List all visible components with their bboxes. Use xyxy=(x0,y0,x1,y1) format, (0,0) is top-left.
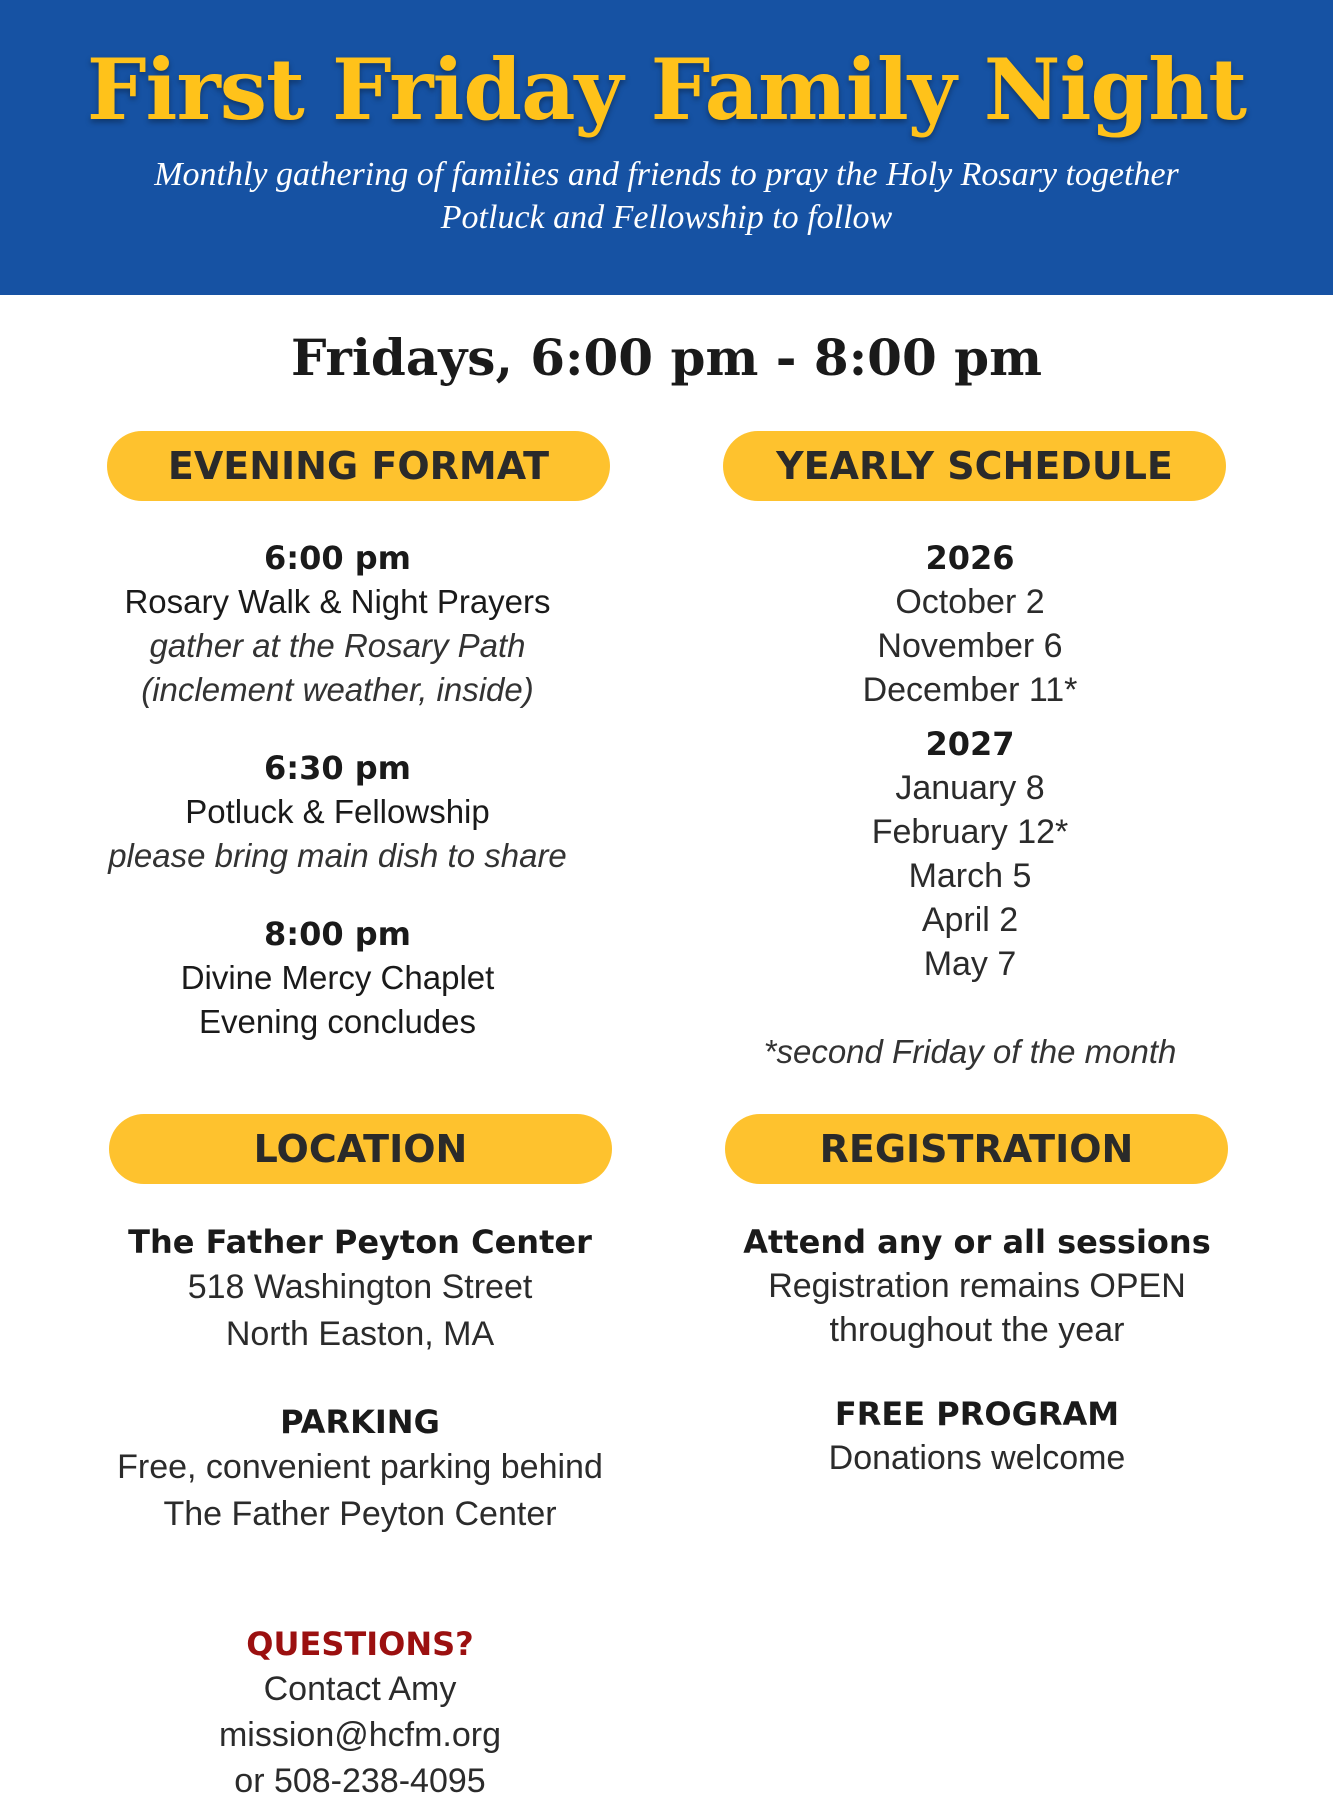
free-program-heading: FREE PROGRAM xyxy=(834,1395,1120,1433)
schedule-date: April 2 xyxy=(921,901,1019,939)
location-details xyxy=(80,1220,640,1538)
schedule-date: December 11* xyxy=(862,671,1078,709)
contact-name: Contact Amy xyxy=(263,1670,457,1708)
evening-format-heading xyxy=(107,431,610,501)
donations-line: Donations welcome xyxy=(828,1439,1126,1477)
registration-heading-label: REGISTRATION xyxy=(819,1127,1134,1171)
schedule-date: October 2 xyxy=(895,583,1045,621)
yearly-schedule-heading xyxy=(723,431,1226,501)
format-note: (inclement weather, inside) xyxy=(141,671,534,708)
registration-line: Registration remains OPEN xyxy=(768,1267,1186,1305)
schedule-date: March 5 xyxy=(908,857,1032,895)
questions-block xyxy=(80,1622,640,1804)
venue-city: North Easton, MA xyxy=(225,1315,495,1353)
contact-email[interactable]: mission@hcfm.org xyxy=(218,1716,502,1754)
format-note: Evening concludes xyxy=(198,1003,477,1040)
format-title: Rosary Walk & Night Prayers xyxy=(124,583,551,620)
schedule-date: May 7 xyxy=(923,945,1017,983)
venue-street: 518 Washington Street xyxy=(187,1268,533,1306)
event-time: Fridays, 6:00 pm - 8:00 pm xyxy=(290,328,1043,387)
registration-bold-line: Attend any or all sessions xyxy=(743,1223,1211,1261)
format-time: 6:30 pm xyxy=(264,749,411,787)
parking-line: Free, convenient parking behind xyxy=(117,1448,603,1486)
format-note: gather at the Rosary Path xyxy=(149,627,526,664)
location-heading xyxy=(109,1114,612,1184)
format-time: 8:00 pm xyxy=(264,915,411,953)
schedule-footnote: *second Friday of the month xyxy=(763,1033,1177,1070)
schedule-year: 2026 xyxy=(925,539,1015,577)
evening-format-heading-label: EVENING FORMAT xyxy=(167,444,550,488)
questions-heading: QUESTIONS? xyxy=(246,1625,474,1663)
location-heading-label: LOCATION xyxy=(253,1127,468,1171)
venue-name: The Father Peyton Center xyxy=(128,1223,592,1261)
contact-phone[interactable]: or 508-238-4095 xyxy=(234,1762,486,1800)
registration-line: throughout the year xyxy=(829,1311,1125,1349)
parking-heading: PARKING xyxy=(280,1403,440,1441)
yearly-schedule-heading-label: YEARLY SCHEDULE xyxy=(776,444,1173,488)
page-title: First Friday Family Night xyxy=(86,40,1247,139)
schedule-year: 2027 xyxy=(925,725,1015,763)
schedule-date: November 6 xyxy=(877,627,1063,665)
format-title: Potluck & Fellowship xyxy=(185,793,490,830)
registration-heading xyxy=(725,1114,1228,1184)
parking-line: The Father Peyton Center xyxy=(163,1495,557,1533)
yearly-schedule-list xyxy=(690,536,1250,1074)
header-banner xyxy=(0,0,1333,295)
format-note: please bring main dish to share xyxy=(108,837,567,874)
subtitle-line-2: Potluck and Fellowship to follow xyxy=(440,199,893,236)
format-time: 6:00 pm xyxy=(264,539,411,577)
registration-details xyxy=(697,1220,1257,1480)
subtitle-line-1: Monthly gathering of families and friends to pray the Holy Rosary together xyxy=(154,156,1179,193)
evening-format-list xyxy=(60,536,615,1044)
schedule-date: February 12* xyxy=(871,813,1069,851)
schedule-date: January 8 xyxy=(895,769,1045,807)
format-title: Divine Mercy Chaplet xyxy=(180,959,495,996)
